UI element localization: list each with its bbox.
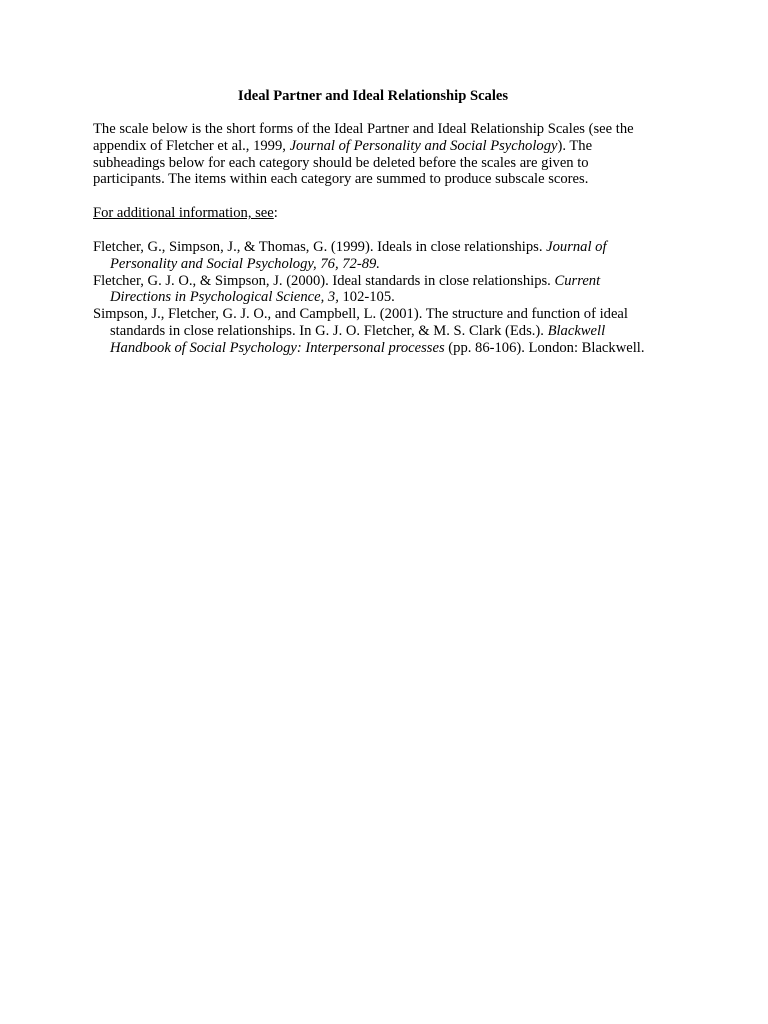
intro-paragraph <box>93 121 653 188</box>
reference-item <box>93 273 653 307</box>
reference-text: Fletcher, G. J. O., & Simpson, J. (2000). Ideal standards in close relationships. <box>93 272 555 289</box>
document-title: Ideal Partner and Ideal Relationship Scales <box>237 88 509 104</box>
intro-journal-name: Journal of Personality and Social Psychology <box>289 137 558 154</box>
reference-text: Simpson, J., Fletcher, G. J. O., and Campbell, L. (2001). The structure and function of ideal standards in close relationships. In G. J. O. Fletcher, & M. S. Clark (Eds.). <box>93 306 628 339</box>
additional-info-label: For additional information, see <box>93 205 274 222</box>
document-page <box>93 88 653 357</box>
additional-info-heading <box>93 205 653 222</box>
reference-tail: 102-105. <box>338 289 395 306</box>
reference-item <box>93 239 653 273</box>
additional-info-colon: : <box>273 205 278 222</box>
reference-source: Journal of Personality and Social Psychology, 76, 72-89. <box>110 238 607 272</box>
reference-tail: (pp. 86-106). London: Blackwell. <box>444 339 645 356</box>
reference-text: Fletcher, G., Simpson, J., & Thomas, G. (1999). Ideals in close relationships. <box>93 238 547 255</box>
reference-item <box>93 306 653 356</box>
reference-source: Blackwell Handbook of Social Psychology: Interpersonal processes <box>110 322 606 356</box>
intro-text-part2: ). The subheadings below for each category should be deleted before the scales are given to participants. The items within each category are summed to produce subscale scores. <box>93 137 593 188</box>
reference-source: Current Directions in Psychological Science, 3, <box>110 272 601 306</box>
intro-text-part1: The scale below is the short forms of the Ideal Partner and Ideal Relationship Scales (see the appendix of Fletcher et al., 1999, <box>93 121 634 154</box>
